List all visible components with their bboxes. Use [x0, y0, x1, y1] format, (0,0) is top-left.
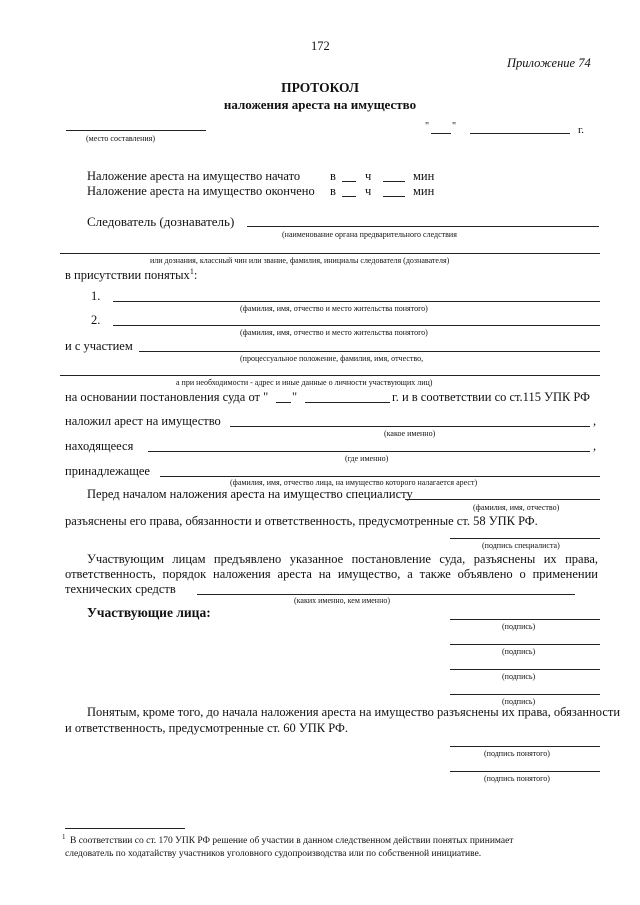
- participation-label: и с участием: [65, 339, 133, 353]
- participants-line-3: технических средств: [65, 582, 176, 596]
- ended-in: в: [330, 184, 336, 198]
- investigator-field[interactable]: [247, 226, 599, 227]
- investigator-field-2[interactable]: [60, 253, 600, 254]
- tech-caption: (каких именно, кем именно): [294, 596, 391, 605]
- started-hours-abbr: ч: [365, 169, 372, 183]
- investigator-caption-1: (наименование органа предварительного следствия: [282, 230, 457, 239]
- witnesses-colon: :: [193, 268, 198, 283]
- court-basis-month-field[interactable]: [305, 402, 390, 403]
- ended-hours-field[interactable]: [342, 196, 356, 197]
- started-minutes-field[interactable]: [383, 181, 405, 182]
- investigator-caption-2: или дознания, классный чин или звание, фамилия, инициалы следователя (дознавателя): [150, 256, 450, 265]
- specialist-signature-caption: (подпись специалиста): [482, 541, 560, 550]
- investigator-label: Следователь (дознаватель): [87, 214, 235, 229]
- specialist-text: Перед началом наложения ареста на имущество специалисту: [87, 487, 413, 501]
- location-label: находящееся: [65, 439, 134, 453]
- started-in: в: [330, 169, 336, 183]
- signature-caption-3: (подпись): [502, 672, 536, 681]
- court-basis-suffix: г. и в соответствии со ст.115 УПК РФ: [392, 390, 591, 404]
- witness-signature-caption-2: (подпись понятого): [484, 774, 550, 783]
- date-day-field[interactable]: [431, 133, 451, 134]
- arrest-field[interactable]: [230, 426, 590, 427]
- location-field[interactable]: [148, 451, 590, 452]
- witness-signature-caption-1: (подпись понятого): [484, 749, 550, 758]
- witnesses-footnote-mark: 1: [189, 267, 194, 276]
- location-comma: ,: [593, 439, 597, 453]
- tech-field[interactable]: [197, 594, 575, 595]
- signature-field-3[interactable]: [450, 669, 600, 670]
- participants-line-2: ответственность, порядок наложения ареста на имущество, а также объявлено о применении: [65, 567, 598, 581]
- specialist-signature-field[interactable]: [450, 538, 600, 539]
- specialist-caption: (фамилия, имя, отчество): [473, 503, 560, 512]
- appendix-label: Приложение 74: [507, 56, 591, 70]
- participation-field[interactable]: [139, 351, 600, 352]
- witness-rights-line-2: и ответственность, предусмотренные ст. 60 УПК РФ.: [65, 721, 349, 735]
- participation-caption-1: (процессуальное положение, фамилия, имя, отчество,: [240, 354, 424, 363]
- owner-field[interactable]: [160, 476, 600, 477]
- witness-1-field[interactable]: [113, 301, 600, 302]
- date-month-field[interactable]: [470, 133, 570, 134]
- witnesses-label: [65, 268, 197, 282]
- date-year-suffix: г.: [578, 124, 585, 136]
- specialist-field[interactable]: [405, 499, 600, 500]
- witness-1-caption: (фамилия, имя, отчество и место жительства понятого): [240, 304, 428, 313]
- signature-caption-1: (подпись): [502, 622, 536, 631]
- started-label: Наложение ареста на имущество начато: [87, 169, 301, 183]
- specialist-rights: разъяснены его права, обязанности и ответственность, предусмотренные ст. 58 УПК РФ.: [65, 514, 538, 528]
- arrest-label: наложил арест на имущество: [65, 414, 221, 428]
- location-caption: (где именно): [345, 454, 389, 463]
- witness-2-caption: (фамилия, имя, отчество и место жительства понятого): [240, 328, 428, 337]
- participation-caption-2: а при необходимости - адрес и иные данные о личности участвующих лиц): [176, 378, 433, 387]
- footnote-line-2: следователь по ходатайству участников уголовного судопроизводства или по собственной инициативе.: [65, 849, 482, 859]
- footnote-divider: [65, 828, 185, 829]
- ended-minutes-abbr: мин: [413, 184, 435, 198]
- arrest-comma: ,: [593, 414, 597, 428]
- date-close-quote: ": [452, 121, 457, 132]
- document-title: ПРОТОКОЛ: [281, 80, 359, 95]
- court-basis-quote: ": [292, 390, 298, 404]
- page-number: 172: [311, 39, 330, 53]
- signature-field-1[interactable]: [450, 619, 600, 620]
- place-caption: (место составления): [86, 134, 155, 143]
- participants-line-1: Участвующим лицам предъявлено указанное постановление суда, разъяснены их права,: [87, 552, 598, 566]
- footnote-line-1: В соответствии со ст. 170 УПК РФ решение об участии в данном следственном действии понятых принимает: [70, 836, 514, 846]
- signature-field-4[interactable]: [450, 694, 600, 695]
- document-subtitle: наложения ареста на имущество: [223, 97, 417, 112]
- witness-2-number: 2.: [91, 313, 101, 327]
- date-open-quote: ": [425, 121, 430, 132]
- witness-1-number: 1.: [91, 289, 101, 303]
- participants-heading: Участвующие лица:: [87, 605, 211, 620]
- started-minutes-abbr: мин: [413, 169, 435, 183]
- witness-signature-field-1[interactable]: [450, 746, 600, 747]
- witnesses-label-text: в присутствии понятых: [65, 268, 190, 283]
- owner-label: принадлежащее: [65, 464, 150, 478]
- signature-caption-4: (подпись): [502, 697, 536, 706]
- witness-2-field[interactable]: [113, 325, 600, 326]
- participation-field-2[interactable]: [60, 375, 600, 376]
- ended-hours-abbr: ч: [365, 184, 372, 198]
- signature-caption-2: (подпись): [502, 647, 536, 656]
- started-hours-field[interactable]: [342, 181, 356, 182]
- ended-label: Наложение ареста на имущество окончено: [87, 184, 315, 198]
- owner-caption: (фамилия, имя, отчество лица, на имущество которого налагается арест): [230, 478, 478, 487]
- witness-signature-field-2[interactable]: [450, 771, 600, 772]
- ended-minutes-field[interactable]: [383, 196, 405, 197]
- signature-field-2[interactable]: [450, 644, 600, 645]
- court-basis-day-field[interactable]: [276, 402, 291, 403]
- arrest-caption: (какое именно): [384, 429, 436, 438]
- witness-rights-line-1: Понятым, кроме того, до начала наложения ареста на имущество разъяснены их права, обязанности: [87, 705, 621, 719]
- place-field[interactable]: [66, 130, 206, 131]
- footnote-mark: 1: [62, 833, 66, 841]
- court-basis-prefix: на основании постановления суда от ": [65, 390, 269, 404]
